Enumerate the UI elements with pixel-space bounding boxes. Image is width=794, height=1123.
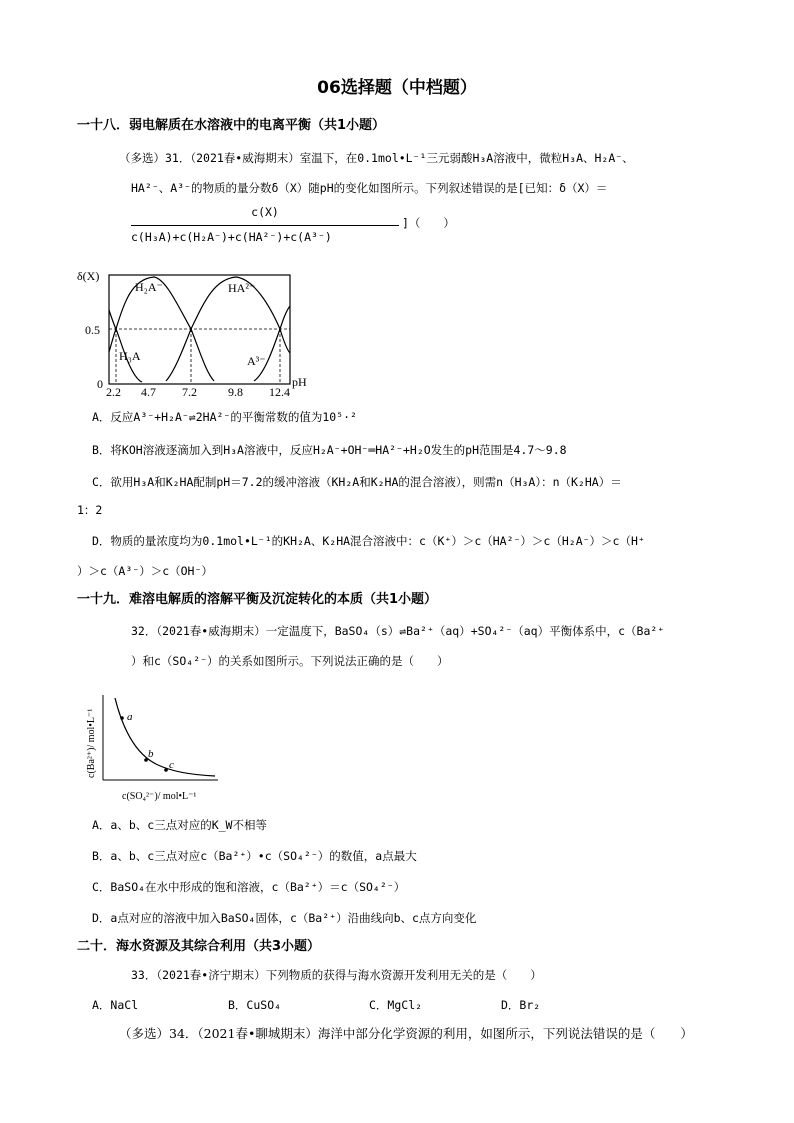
graph-y-tick-zero: 0 (97, 377, 103, 391)
q33-option-b: B．CuSO₄ (228, 998, 282, 1012)
section-18-heading: 一十八．弱电解质在水溶液中的电离平衡（共1小题） (77, 118, 386, 133)
q32-option-b: B．a、b、c三点对应c（Ba²⁺）•c（SO₄²⁻）的数值，a点最大 (92, 849, 417, 863)
q32-stem-line2: ）和c（SO₄²⁻）的关系如图所示。下列说法正确的是（ ） (131, 654, 449, 668)
section-19-heading: 一十九．难溶电解质的溶解平衡及沉淀转化的本质（共1小题） (77, 592, 438, 607)
q31-option-c-line2: 1：2 (77, 503, 103, 517)
curve-h3a (109, 310, 142, 382)
label-h2a: H₂A⁻ (135, 280, 163, 294)
q31-option-a: A．反应A³⁻+H₂A⁻⇌2HA²⁻的平衡常数的值为10⁵·² (92, 410, 357, 424)
page-title: 06选择题（中档题） (317, 78, 477, 98)
q31-distribution-graph (74, 262, 334, 400)
q31-option-b: B．将KOH溶液逐滴加入到H₃A溶液中，反应H₂A⁻+OH⁻═HA²⁻+H₂O发生的pH范围是4.7～9.8 (92, 443, 567, 457)
q31-fraction-denominator: c(H₃A)+c(H₂A⁻)+c(HA²⁻)+c(A³⁻) (131, 230, 332, 244)
q32-stem-line1: 32．（2021春•威海期末）一定温度下，BaSO₄（s）⇌Ba²⁺（aq）+SO₄²⁻（aq）平衡体系中，c（Ba²⁺ (131, 624, 665, 638)
point-c-label: c (169, 759, 174, 771)
q34-stem: （多选）34．（2021春•聊城期末）海洋中部分化学资源的利用，如图所示，下列说法错误的是（ ） (119, 1026, 693, 1041)
q31-stem-line2: HA²⁻、A³⁻的物质的量分数δ（X）随pH的变化如图所示。下列叙述错误的是[已知：δ（X）＝ (131, 181, 608, 195)
q31-fraction-tail: ]（ ） (402, 216, 455, 230)
q31-option-d-line1: D．物质的量浓度均为0.1mol•L⁻¹的KH₂A、K₂HA混合溶液中：c（K⁺）＞c（HA²⁻）＞c（H₂A⁻）＞c（H⁺ (92, 534, 645, 548)
q33-option-a: A．NaCl (92, 998, 139, 1012)
x-tick-7-2: 7.2 (182, 385, 197, 399)
graph2-ylabel: c(Ba²⁺)/ mol•L⁻¹ (86, 708, 97, 778)
q31-stem-line1: （多选）31．（2021春•威海期末）室温下，在0.1mol•L⁻¹三元弱酸H₃A溶液中，微粒H₃A、H₂A⁻、 (119, 151, 634, 165)
q32-option-c: C．BaSO₄在水中形成的饱和溶液，c（Ba²⁺）＝c（SO₄²⁻） (92, 880, 406, 894)
point-a (120, 716, 124, 720)
q32-solubility-graph (78, 690, 228, 805)
q31-option-c-line1: C．欲用H₃A和K₂HA配制pH＝7.2的缓冲溶液（KH₂A和K₂HA的混合溶液），则需n（H₃A）：n（K₂HA）＝ (92, 475, 622, 489)
q33-option-d: D．Br₂ (501, 998, 541, 1012)
q32-option-a: A．a、b、c三点对应的K_W不相等 (92, 818, 267, 832)
graph-ylabel: δ(X) (77, 269, 100, 283)
q31-option-d-line2: ）＞c（A³⁻）＞c（OH⁻） (77, 564, 213, 578)
graph2-xlabel: c(SO₄²⁻)/ mol•L⁻¹ (122, 791, 197, 802)
section-20-heading: 二十．海水资源及其综合利用（共3小题） (77, 939, 321, 954)
point-c (164, 768, 168, 772)
label-a: A³⁻ (247, 354, 266, 368)
label-ha: HA²⁻ (228, 281, 256, 295)
q32-option-d: D．a点对应的溶液中加入BaSO₄固体，c（Ba²⁺）沿曲线向b、c点方向变化 (92, 911, 477, 925)
point-a-label: a (127, 711, 133, 723)
x-tick-4-7: 4.7 (141, 385, 156, 399)
q33-option-c: C．MgCl₂ (369, 998, 423, 1012)
q31-fraction-numerator: c(X) (251, 205, 279, 219)
label-h3a: H₃A (119, 349, 141, 363)
point-b-label: b (148, 748, 154, 760)
x-tick-2-2: 2.2 (106, 385, 121, 399)
graph-y-tick-half: 0.5 (85, 323, 100, 337)
q33-stem: 33．（2021春•济宁期末）下列物质的获得与海水资源开发利用无关的是（ ） (131, 968, 542, 982)
graph2-curve (115, 698, 215, 776)
graph-xlabel: pH (292, 375, 307, 389)
x-tick-12-4: 12.4 (269, 385, 290, 399)
x-tick-9-8: 9.8 (228, 385, 243, 399)
q31-fraction-bar (131, 225, 399, 226)
